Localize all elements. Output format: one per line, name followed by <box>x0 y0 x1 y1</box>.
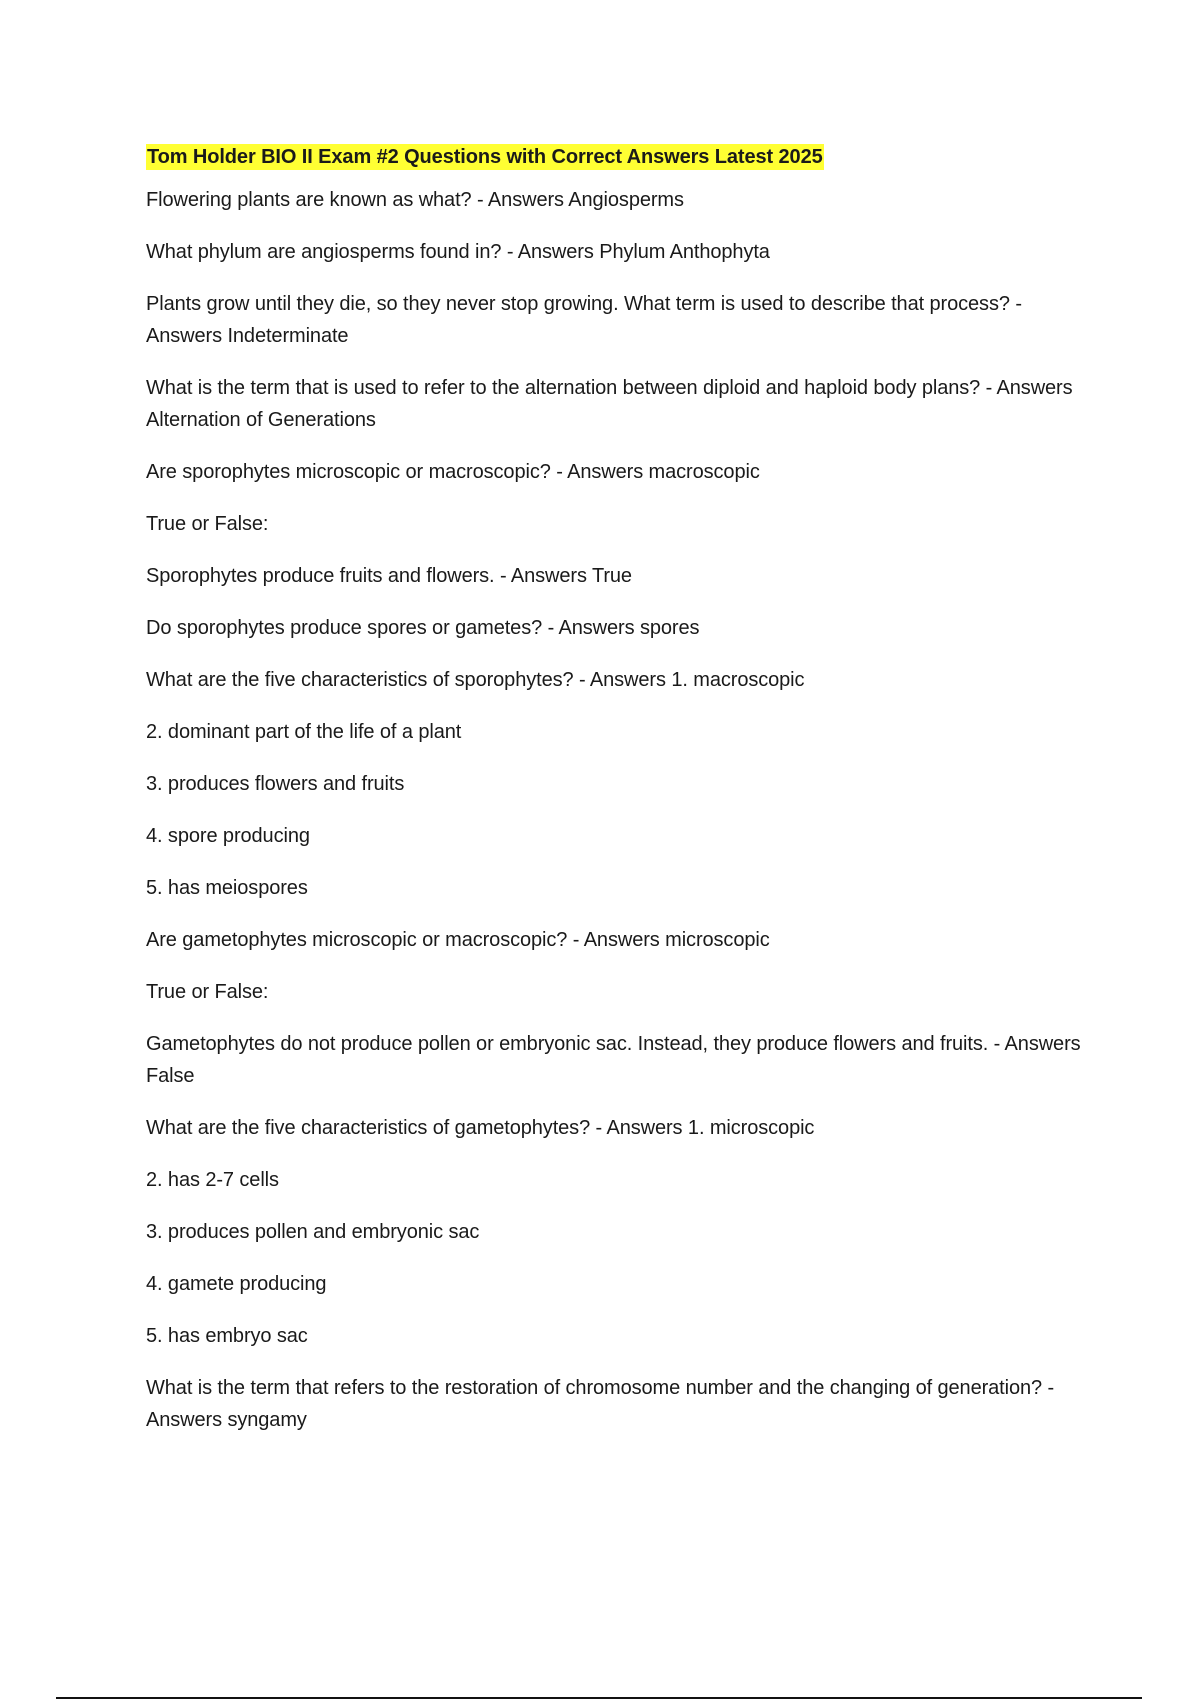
paragraph: True or False: <box>146 513 269 535</box>
paragraph: 2. has 2-7 cells <box>146 1169 279 1191</box>
paragraph: What are the five characteristics of gametophytes? - Answers 1. microscopic <box>146 1117 815 1139</box>
paragraph: 2. dominant part of the life of a plant <box>146 721 462 743</box>
paragraph: Sporophytes produce fruits and flowers. - Answers True <box>146 565 632 587</box>
paragraph: Gametophytes do not produce pollen or embryonic sac. Instead, they produce flowers and fruits. - Answers False <box>146 1033 1081 1087</box>
paragraph: 5. has embryo sac <box>146 1325 308 1347</box>
document-title: Tom Holder BIO II Exam #2 Questions with Correct Answers Latest 2025 <box>147 146 823 168</box>
paragraph: 5. has meiospores <box>146 877 308 899</box>
document-body <box>146 144 1096 1456</box>
paragraph: Do sporophytes produce spores or gametes? - Answers spores <box>146 617 700 639</box>
paragraph: What is the term that is used to refer to the alternation between diploid and haploid body plans? - Answers Alternation of Generations <box>146 377 1073 431</box>
paragraph: Plants grow until they die, so they never stop growing. What term is used to describe that process? - Answers Indeterminate <box>146 293 1022 347</box>
paragraph: True or False: <box>146 981 269 1003</box>
paragraph: 4. gamete producing <box>146 1273 327 1295</box>
paragraph: Are sporophytes microscopic or macroscopic? - Answers macroscopic <box>146 461 760 483</box>
paragraph: What phylum are angiosperms found in? - Answers Phylum Anthophyta <box>146 241 770 263</box>
paragraph: Are gametophytes microscopic or macroscopic? - Answers microscopic <box>146 929 770 951</box>
paragraph: 3. produces pollen and embryonic sac <box>146 1221 480 1243</box>
paragraph: Flowering plants are known as what? - Answers Angiosperms <box>146 189 684 211</box>
page-bottom-divider <box>56 1697 1142 1699</box>
paragraph: 4. spore producing <box>146 825 310 847</box>
paragraph: What are the five characteristics of sporophytes? - Answers 1. macroscopic <box>146 669 805 691</box>
paragraph: 3. produces flowers and fruits <box>146 773 405 795</box>
paragraph: What is the term that refers to the restoration of chromosome number and the changing of generation? - Answers syngamy <box>146 1377 1055 1431</box>
